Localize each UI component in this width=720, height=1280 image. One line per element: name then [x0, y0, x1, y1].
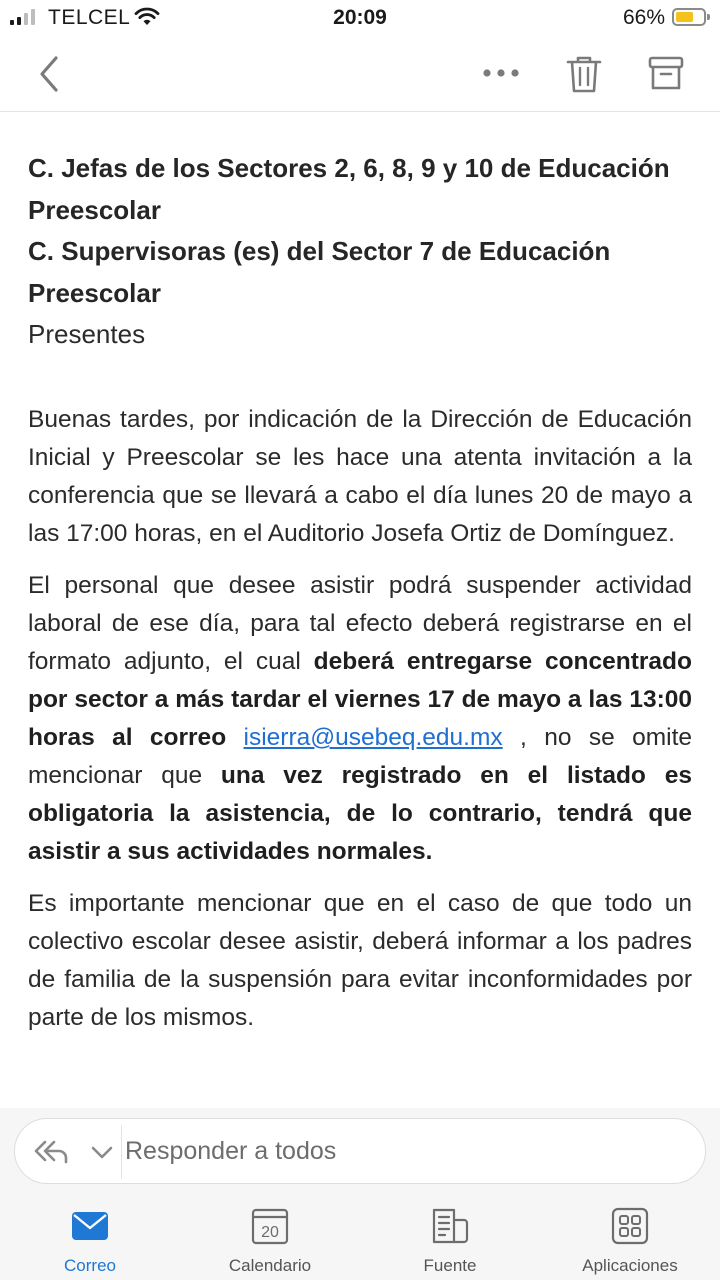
- tab-fuente[interactable]: [360, 1198, 540, 1280]
- calendar-icon[interactable]: [250, 1206, 290, 1246]
- email-link[interactable]: isierra@usebeq.edu.mx: [243, 724, 503, 751]
- carrier-name: TELCEL: [48, 6, 131, 29]
- recipient-line: C. Supervisoras (es) del Sector 7 de Educación Preescolar: [28, 236, 611, 308]
- mail-icon[interactable]: [70, 1206, 110, 1246]
- status-bar: [0, 0, 720, 36]
- reply-placeholder[interactable]: Responder a todos: [125, 1137, 337, 1165]
- paragraph-bold-attendance: una vez registrado en el listado es obligatoria la asistencia, de lo contrario, tendrá que asistir a sus actividades normales.: [28, 762, 692, 865]
- message-toolbar: [0, 36, 720, 112]
- paragraph-text: El personal que desee asistir podrá suspender actividad laboral de ese día, para tal efecto deberá registrarse en el formato adjunto, el cual: [28, 572, 692, 675]
- paragraph-notice: Es importante mencionar que en el caso de que todo un colectivo escolar desee asistir, deberá informar a los padres de familia de la suspensión para evitar inconformidades por parte de los mismos.: [28, 890, 692, 1031]
- more-horizontal-icon[interactable]: [480, 56, 522, 90]
- battery-percentage: 66%: [622, 6, 665, 29]
- archive-icon[interactable]: [644, 52, 688, 96]
- feed-icon[interactable]: [430, 1206, 470, 1246]
- reply-all-icon[interactable]: [31, 1136, 69, 1166]
- calendar-day: 20: [261, 1224, 279, 1241]
- greeting: Presentes: [28, 319, 146, 349]
- tab-label: Correo: [64, 1256, 116, 1275]
- tab-correo[interactable]: [0, 1198, 180, 1280]
- recipient-line: C. Jefas de los Sectores 2, 6, 8, 9 y 10 de Educación Preescolar: [28, 153, 670, 225]
- chevron-down-icon[interactable]: [89, 1141, 115, 1163]
- battery-icon: [672, 8, 706, 26]
- clock: 20:09: [333, 6, 387, 29]
- chevron-left-icon[interactable]: [28, 52, 68, 96]
- reply-all-field[interactable]: [14, 1118, 706, 1184]
- paragraph-registration: [28, 567, 692, 871]
- tab-label: Fuente: [423, 1256, 477, 1275]
- reply-bar: [0, 1108, 720, 1198]
- message-body: [0, 112, 720, 1108]
- recipients-block: [28, 148, 692, 314]
- bottom-tab-bar: [0, 1198, 720, 1280]
- tab-label: Calendario: [228, 1256, 312, 1275]
- tab-aplicaciones[interactable]: [540, 1198, 720, 1280]
- battery-fill: [676, 12, 693, 22]
- divider: [121, 1125, 122, 1179]
- tab-label: Aplicaciones: [582, 1256, 678, 1275]
- apps-grid-icon[interactable]: [610, 1206, 650, 1246]
- paragraph-invitation: Buenas tardes, por indicación de la Dirección de Educación Inicial y Preescolar se les hace una atenta invitación a la conferencia que se llevará a cabo el día lunes 20 de mayo a las 17:00 horas, en el Auditorio Josefa Ortiz de Domínguez.: [28, 406, 692, 547]
- trash-icon[interactable]: [562, 52, 606, 96]
- tab-calendario[interactable]: [180, 1198, 360, 1280]
- paragraph-bold-deadline: deberá entregarse concentrado por sector a más tardar el viernes 17 de mayo a las 13:00 horas al correo: [28, 648, 692, 751]
- paragraph-text: , no se omite mencionar que: [28, 724, 693, 789]
